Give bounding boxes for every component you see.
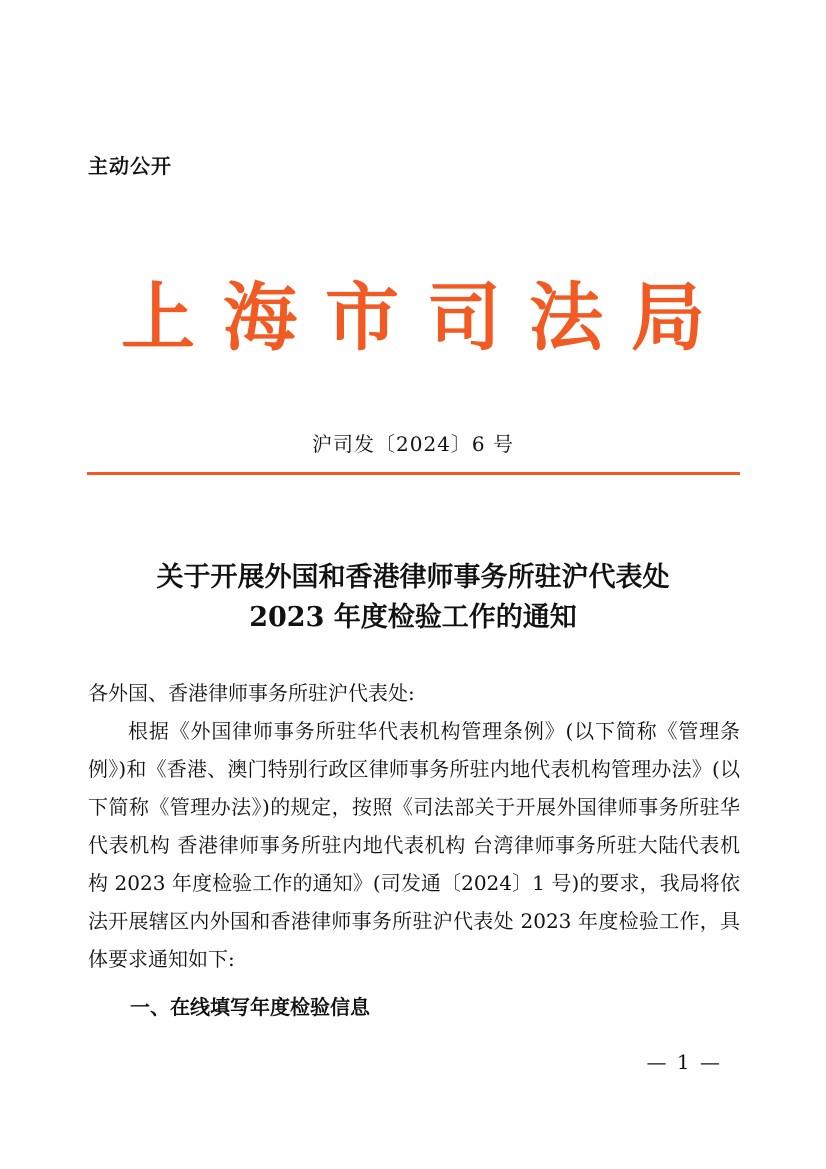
section-heading-1: 一、在线填写年度检验信息 <box>130 995 370 1019</box>
salutation: 各外国、香港律师事务所驻沪代表处: <box>88 681 415 705</box>
agency-name: 上海市司法局 <box>121 275 733 361</box>
notice-title-line-2: 2023 年度检验工作的通知 <box>249 602 577 633</box>
notice-body <box>88 674 740 978</box>
page-number: — 1 — <box>646 1050 722 1074</box>
notice-title <box>0 558 826 638</box>
disclosure-label: 主动公开 <box>88 154 172 178</box>
notice-title-line-1: 关于开展外国和香港律师事务所驻沪代表处 <box>156 562 670 593</box>
document-number: 沪司发〔2024〕6 号 <box>312 432 514 456</box>
header-divider <box>87 472 740 475</box>
body-paragraph: 根据《外国律师事务所驻华代表机构管理条例》(以下简称《管理条例》)和《香港、澳门特别行政区律师事务所驻内地代表机构管理办法》(以下简称《管理办法》)的规定，按照《司法部关于开展外国律师事务所驻华代表机构 香港律师事务所驻内地代表机构 台湾律师事务所驻大陆代表机构 2023 年度检验工作的通知》(司发通〔2024〕1 号)的要求，我局将依法开展辖区内外国和香港律师事务所驻沪代表处 2023 年度检验工作，具体要求通知如下: <box>88 719 740 971</box>
